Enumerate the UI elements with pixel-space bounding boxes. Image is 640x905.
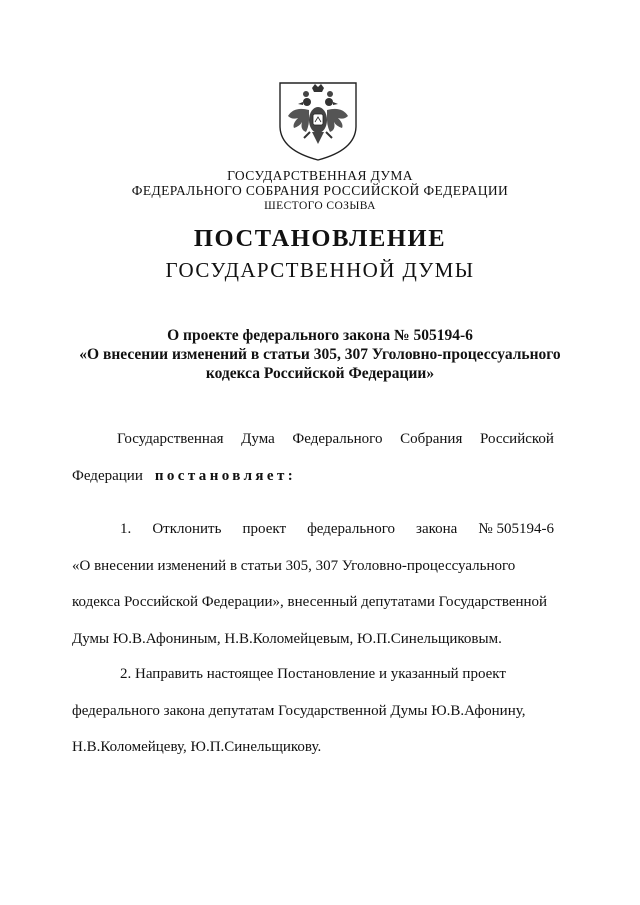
item-1-paragraph <box>72 511 554 657</box>
item-2-line2: федерального закона депутатам Государственной Думы Ю.В.Афонину, <box>72 702 526 719</box>
document-title: ПОСТАНОВЛЕНИЕ <box>193 225 447 252</box>
item-1-line1 <box>72 511 554 548</box>
subject-line1: О проекте федерального закона № 505194-6 <box>167 327 473 344</box>
item-2-line1: 2. Направить настоящее Постановление и указанный проект <box>120 666 506 682</box>
item-2-line3: Н.В.Коломейцеву, Ю.П.Синельщикову. <box>72 739 322 755</box>
preamble-word: Федерального <box>292 431 383 447</box>
item-2-paragraph <box>72 656 554 766</box>
document-subject <box>0 326 640 383</box>
org-name-line1: ГОСУДАРСТВЕННАЯ ДУМА <box>227 168 413 183</box>
item-word: закона <box>416 521 458 537</box>
item-word: Отклонить <box>152 521 222 537</box>
subject-line3: кодекса Российской Федерации» <box>205 365 435 382</box>
org-name-line2: ФЕДЕРАЛЬНОГО СОБРАНИЯ РОССИЙСКОЙ ФЕДЕРАЦИИ <box>131 183 509 198</box>
decree-word: постановляет: <box>154 467 297 484</box>
preamble-word: Российской <box>480 431 554 447</box>
coat-of-arms-emblem-icon <box>276 80 360 162</box>
item-number: 1. <box>120 521 132 537</box>
preamble-word: Федерации <box>72 467 143 484</box>
item-1-line4: Думы Ю.В.Афониным, Н.В.Коломейцевым, Ю.П.Синельщиковым. <box>72 630 502 647</box>
item-1-line2: «О внесении изменений в статьи 305, 307 Уголовно-процессуального <box>72 557 516 574</box>
item-word: федерального <box>307 521 395 537</box>
preamble-word: Государственная <box>117 431 224 447</box>
preamble-line2 <box>72 458 554 495</box>
document-subtitle: ГОСУДАРСТВЕННОЙ ДУМЫ <box>165 258 475 282</box>
preamble-paragraph <box>72 421 554 494</box>
item-1-line3: кодекса Российской Федерации», внесенный депутатами Государственной <box>72 594 548 610</box>
subject-line2: «О внесении изменений в статьи 305, 307 Уголовно-процессуального <box>79 346 561 363</box>
item-word: проект <box>242 521 287 537</box>
preamble-line1 <box>72 421 554 458</box>
bill-number: № 505194-6 <box>478 521 554 537</box>
preamble-word: Собрания <box>400 431 463 447</box>
preamble-word: Дума <box>241 431 275 447</box>
convocation-line: ШЕСТОГО СОЗЫВА <box>264 200 376 212</box>
